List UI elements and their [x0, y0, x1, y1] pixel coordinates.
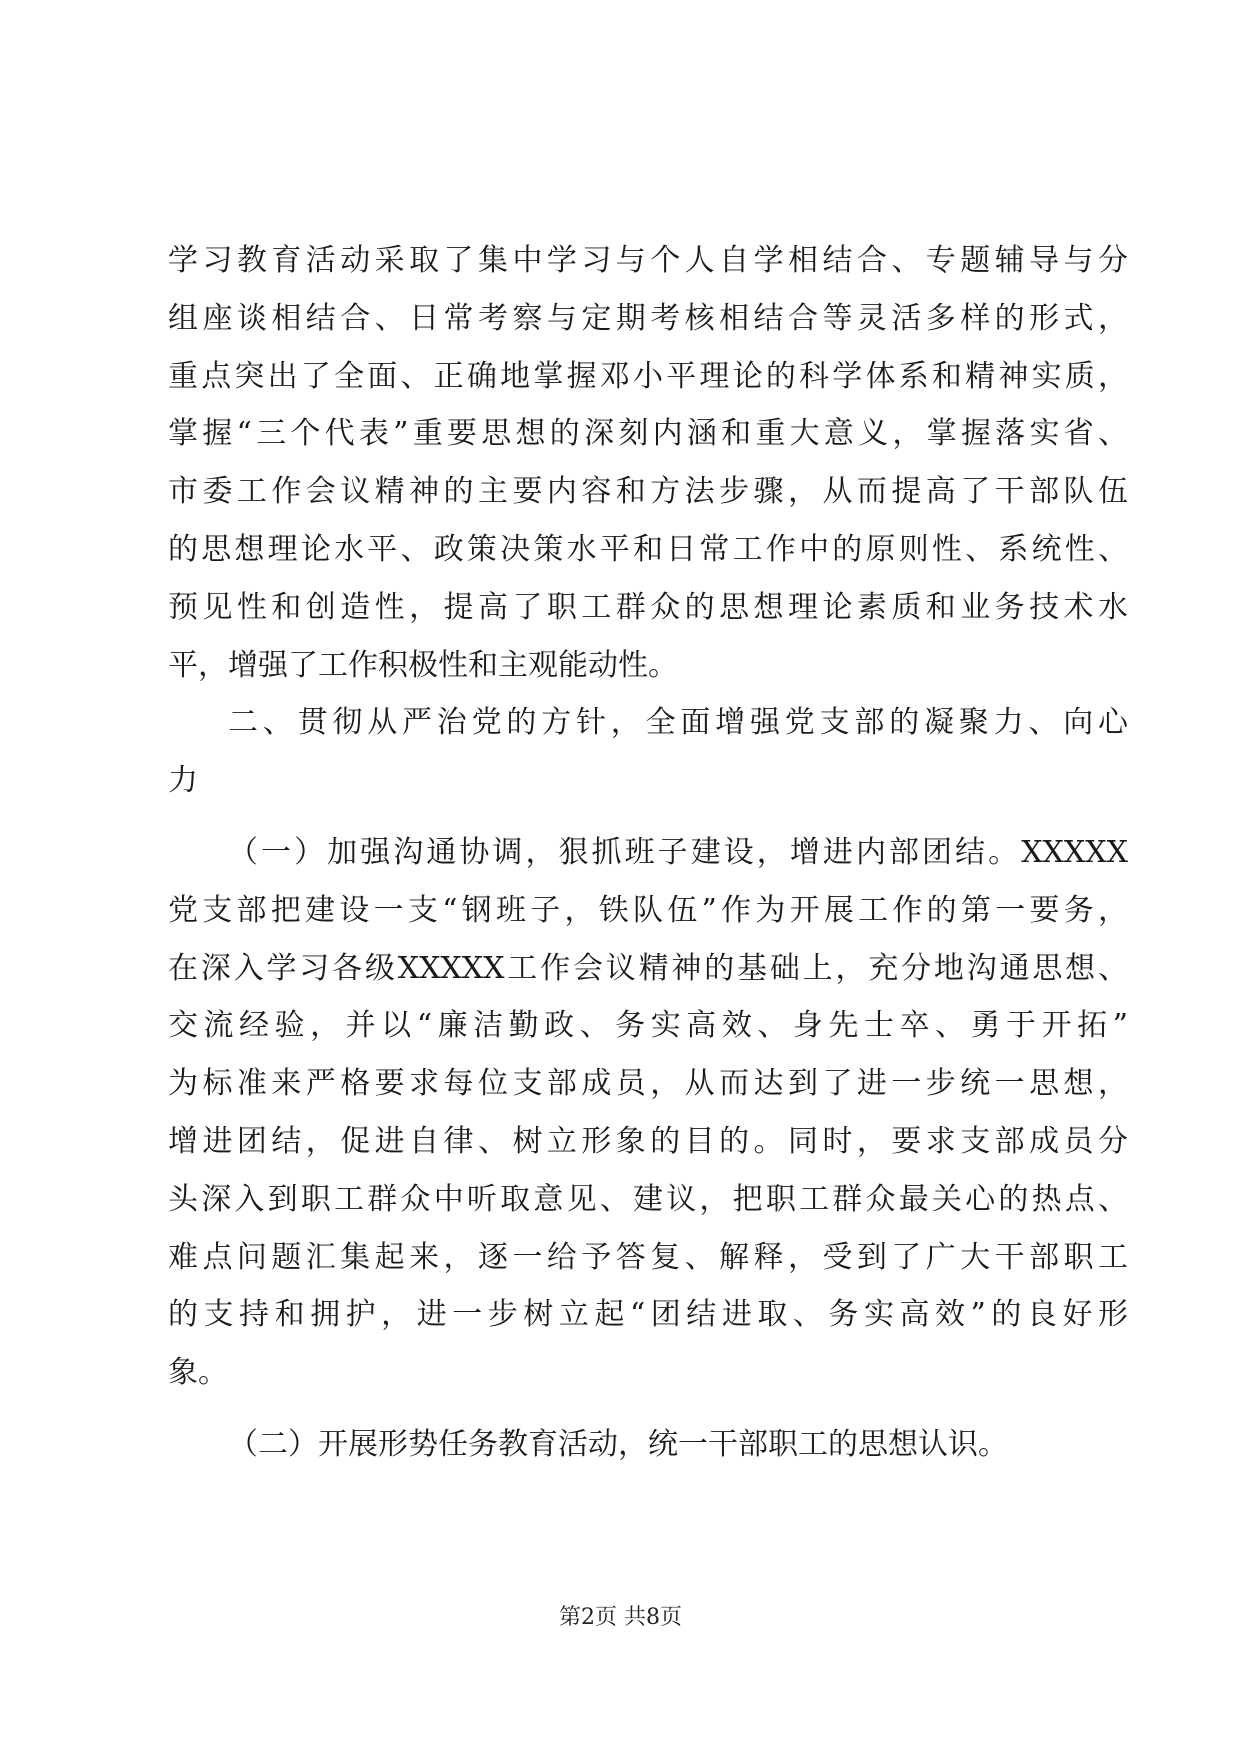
page-number-footer: 第2页 共8页 — [559, 1605, 682, 1630]
text-line: 的思想理论水平、政策决策水平和日常工作中的原则性、系统性、 — [168, 531, 1128, 567]
paragraph — [168, 1416, 1128, 1474]
text-line: 力 — [168, 763, 198, 799]
text-line: 组座谈相结合、日常考察与定期考核相结合等灵活多样的形式， — [168, 300, 1128, 336]
text-line: 学习教育活动采取了集中学习与个人自学相结合、专题辅导与分 — [168, 243, 1128, 278]
text-line: 预见性和创造性，提高了职工群众的思想理论素质和业务技术水 — [168, 589, 1128, 625]
document-body — [168, 232, 1128, 1474]
text-line: 的支持和拥护，进一步树立起“团结进取、务实高效”的良好形 — [168, 1297, 1128, 1333]
text-line: 重点突出了全面、正确地掌握邓小平理论的科学体系和精神实质， — [168, 358, 1128, 394]
text-line: 象。 — [168, 1355, 228, 1391]
text-line: （二）开展形势任务教育活动，统一干部职工的思想认识。 — [228, 1426, 1008, 1462]
text-line: 二、贯彻从严治党的方针，全面增强党支部的凝聚力、向心 — [228, 705, 1128, 741]
text-line: 增进团结，促进自律、树立形象的目的。同时，要求支部成员分 — [168, 1123, 1128, 1159]
text-line: 交流经验，并以“廉洁勤政、务实高效、身先士卒、勇于开拓” — [168, 1008, 1128, 1044]
text-line: 党支部把建设一支“钢班子，铁队伍”作为开展工作的第一要务， — [168, 892, 1128, 928]
text-line: 平，增强了工作积极性和主观能动性。 — [168, 647, 678, 683]
paragraph — [168, 232, 1128, 694]
section-heading — [168, 694, 1128, 810]
text-line: （一）加强沟通协调，狠抓班子建设，增进内部团结。XXXXX — [228, 834, 1128, 870]
text-line: 为标准来严格要求每位支部成员，从而达到了进一步统一思想， — [168, 1066, 1128, 1102]
text-line: 难点问题汇集起来，逐一给予答复、解释，受到了广大干部职工 — [168, 1239, 1128, 1275]
text-line: 在深入学习各级XXXXX工作会议精神的基础上，充分地沟通思想、 — [168, 950, 1128, 986]
text-line: 掌握“三个代表”重要思想的深刻内涵和重大意义，掌握落实省、 — [168, 416, 1128, 452]
text-line: 市委工作会议精神的主要内容和方法步骤，从而提高了干部队伍 — [168, 474, 1128, 510]
paragraph — [168, 824, 1128, 1402]
text-line: 头深入到职工群众中听取意见、建议，把职工群众最关心的热点、 — [168, 1181, 1128, 1217]
